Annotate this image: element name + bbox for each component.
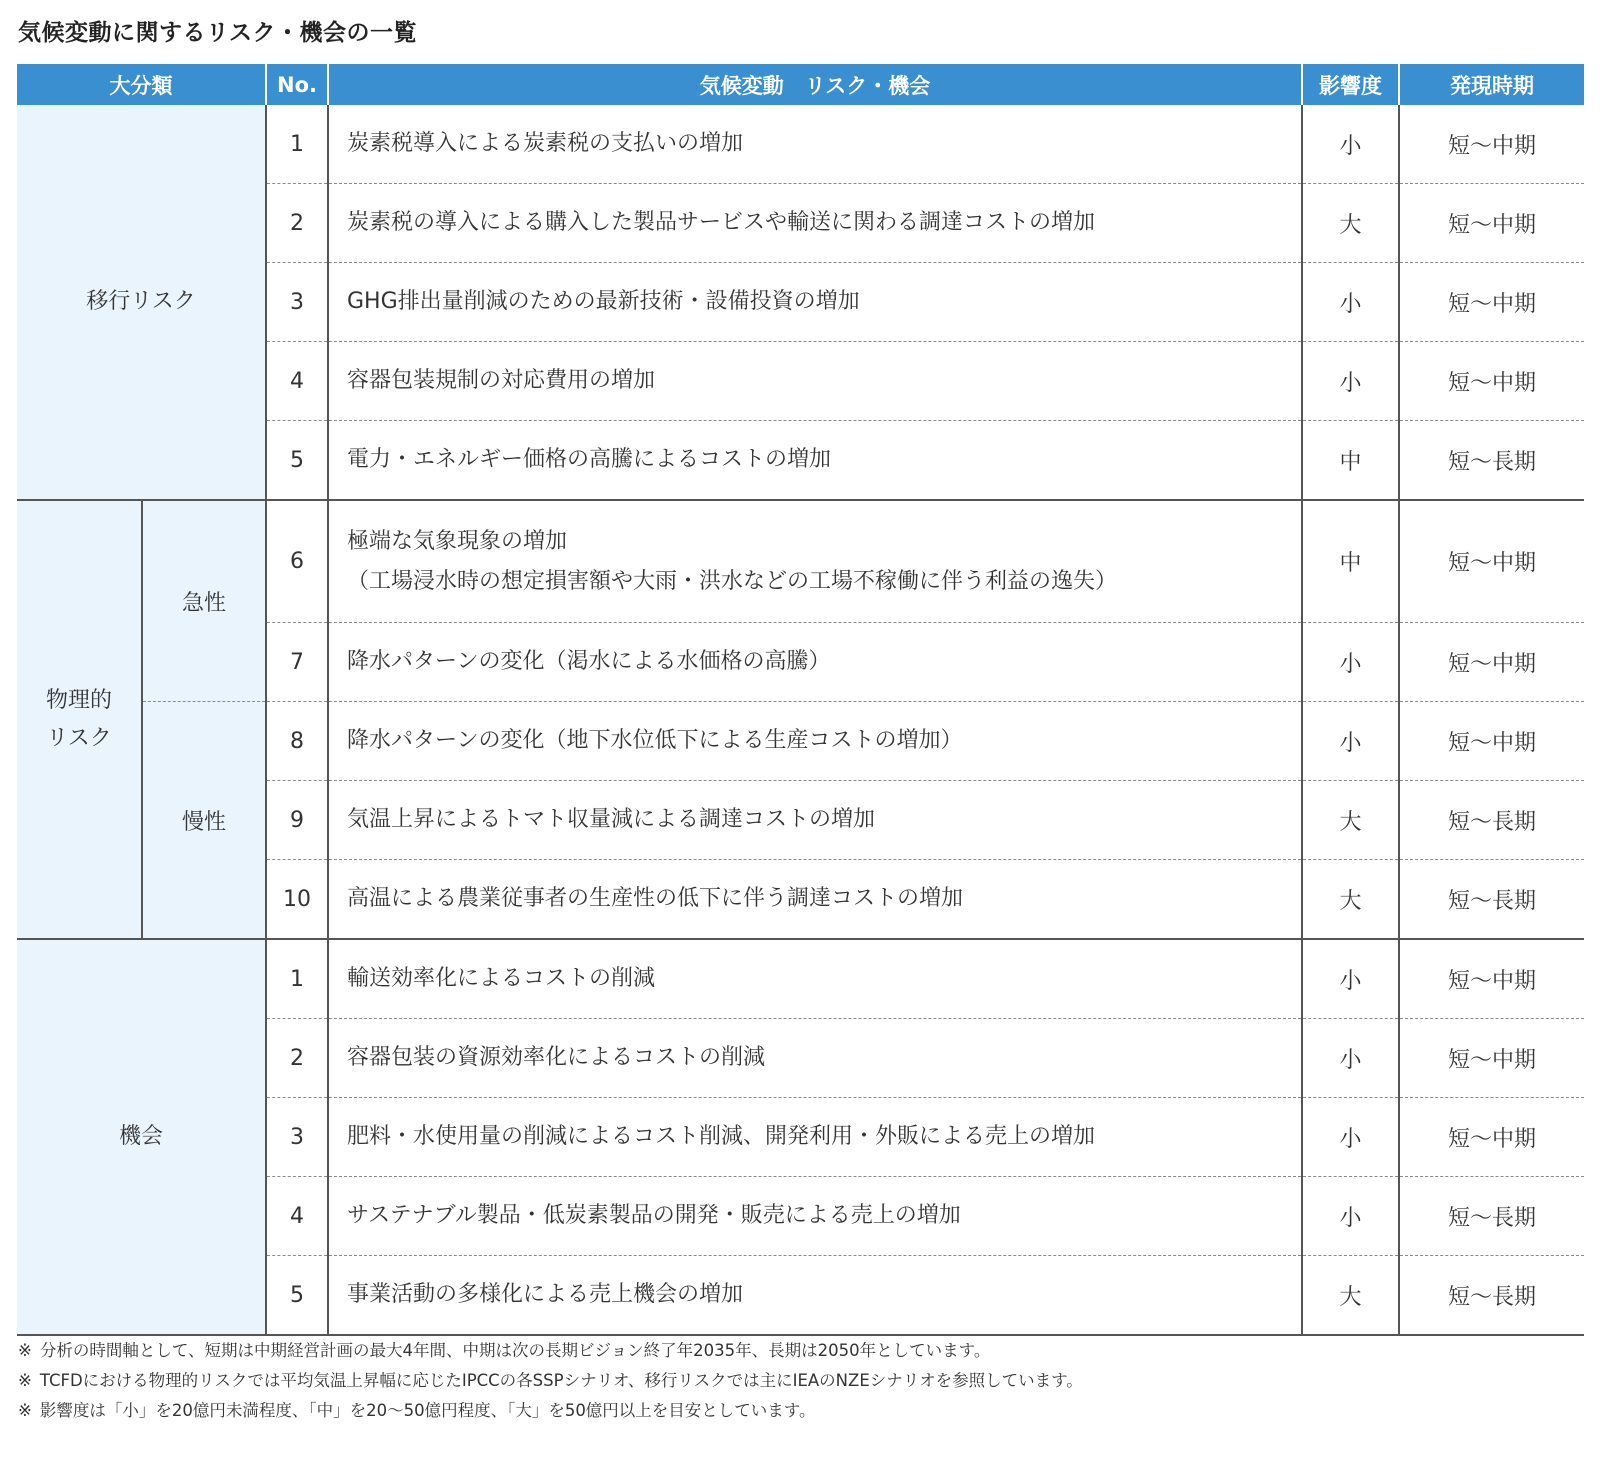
row-description: 気温上昇によるトマト収量減による調達コストの増加 [328,781,1302,860]
footnote [18,1366,1083,1396]
row-description: 降水パターンの変化（地下水位低下による生産コストの増加） [328,702,1302,781]
row-description: 肥料・水使用量の削減によるコスト削減、開発利用・外販による売上の増加 [328,1098,1302,1177]
table-row [17,939,1584,1019]
row-impact: 小 [1302,1019,1399,1098]
row-timing: 短〜中期 [1399,500,1584,623]
footnote-text: 影響度は「小」を20億円未満程度、「中」を20〜50億円程度、「大」を50億円以上を目安としています。 [39,1401,816,1420]
row-description: 降水パターンの変化（渇水による水価格の高騰） [328,623,1302,702]
category-physical-risk [17,500,142,939]
row-description: 炭素税導入による炭素税の支払いの増加 [328,105,1302,184]
row-impact: 中 [1302,421,1399,501]
category-transition-risk: 移行リスク [17,105,266,500]
page-title: 気候変動に関するリスク・機会の一覧 [18,20,418,46]
footnote-mark: ※ [18,1401,32,1420]
footnote [18,1336,1083,1366]
row-timing: 短〜中期 [1399,939,1584,1019]
footnote-text: TCFDにおける物理的リスクでは平均気温上昇幅に応じたIPCCの各SSPシナリオ、移行リスクでは主にIEAのNZEシナリオを参照しています。 [39,1371,1083,1390]
row-timing: 短〜長期 [1399,1256,1584,1336]
category-physical-label-2: リスク [46,725,112,751]
footnote-mark: ※ [18,1371,32,1390]
row-timing: 短〜中期 [1399,263,1584,342]
row-impact: 小 [1302,1177,1399,1256]
row-timing: 短〜長期 [1399,860,1584,940]
row-description-line-2: （工場浸水時の想定損害額や大雨・洪水などの工場不稼働に伴う利益の逸失） [347,568,1118,594]
row-timing: 短〜長期 [1399,1177,1584,1256]
header-no: No. [266,64,328,105]
header-impact: 影響度 [1302,64,1399,105]
subcategory-chronic: 慢性 [142,702,266,940]
row-no: 5 [266,1256,328,1336]
row-impact: 小 [1302,702,1399,781]
row-description: 容器包装規制の対応費用の増加 [328,342,1302,421]
row-impact: 小 [1302,263,1399,342]
row-impact: 小 [1302,623,1399,702]
row-no: 4 [266,1177,328,1256]
row-description: 輸送効率化によるコストの削減 [328,939,1302,1019]
row-description: 高温による農業従事者の生産性の低下に伴う調達コストの増加 [328,860,1302,940]
row-no: 1 [266,939,328,1019]
row-timing: 短〜中期 [1399,702,1584,781]
row-impact: 小 [1302,342,1399,421]
row-impact: 大 [1302,1256,1399,1336]
footnotes [18,1336,1083,1426]
category-physical-label-1: 物理的 [45,688,112,714]
row-impact: 小 [1302,939,1399,1019]
header-item: 気候変動 リスク・機会 [328,64,1302,105]
row-impact: 中 [1302,500,1399,623]
row-impact: 小 [1302,1098,1399,1177]
footnote-text: 分析の時間軸として、短期は中期経営計画の最大4年間、中期は次の長期ビジョン終了年2035年、長期は2050年としています。 [39,1341,991,1360]
row-no: 3 [266,1098,328,1177]
row-description [328,500,1302,623]
risk-opportunity-table [17,64,1584,1336]
row-description: GHG排出量削減のための最新技術・設備投資の増加 [328,263,1302,342]
row-impact: 大 [1302,184,1399,263]
header-category: 大分類 [17,64,266,105]
row-timing: 短〜中期 [1399,1098,1584,1177]
row-impact: 大 [1302,860,1399,940]
row-timing: 短〜中期 [1399,184,1584,263]
row-no: 8 [266,702,328,781]
row-timing: 短〜長期 [1399,421,1584,501]
row-no: 6 [266,500,328,623]
row-no: 9 [266,781,328,860]
row-timing: 短〜長期 [1399,781,1584,860]
footnote-mark: ※ [18,1341,32,1360]
row-description-line-1: 極端な気象現象の増加 [347,528,568,554]
row-no: 7 [266,623,328,702]
row-timing: 短〜中期 [1399,623,1584,702]
row-no: 1 [266,105,328,184]
row-no: 2 [266,184,328,263]
row-description: サステナブル製品・低炭素製品の開発・販売による売上の増加 [328,1177,1302,1256]
table-row [17,105,1584,184]
row-description: 電力・エネルギー価格の高騰によるコストの増加 [328,421,1302,501]
row-description: 容器包装の資源効率化によるコストの削減 [328,1019,1302,1098]
table-row [17,702,1584,781]
row-no: 2 [266,1019,328,1098]
row-no: 3 [266,263,328,342]
footnote [18,1396,1083,1426]
row-no: 5 [266,421,328,501]
category-opportunity: 機会 [17,939,266,1335]
row-description: 炭素税の導入による購入した製品サービスや輸送に関わる調達コストの増加 [328,184,1302,263]
row-timing: 短〜中期 [1399,105,1584,184]
row-impact: 大 [1302,781,1399,860]
header-timing: 発現時期 [1399,64,1584,105]
row-no: 10 [266,860,328,940]
table-row [17,500,1584,623]
subcategory-acute: 急性 [142,500,266,702]
table-header-row [17,64,1584,105]
row-timing: 短〜中期 [1399,342,1584,421]
row-timing: 短〜中期 [1399,1019,1584,1098]
row-description: 事業活動の多様化による売上機会の増加 [328,1256,1302,1336]
row-no: 4 [266,342,328,421]
row-impact: 小 [1302,105,1399,184]
